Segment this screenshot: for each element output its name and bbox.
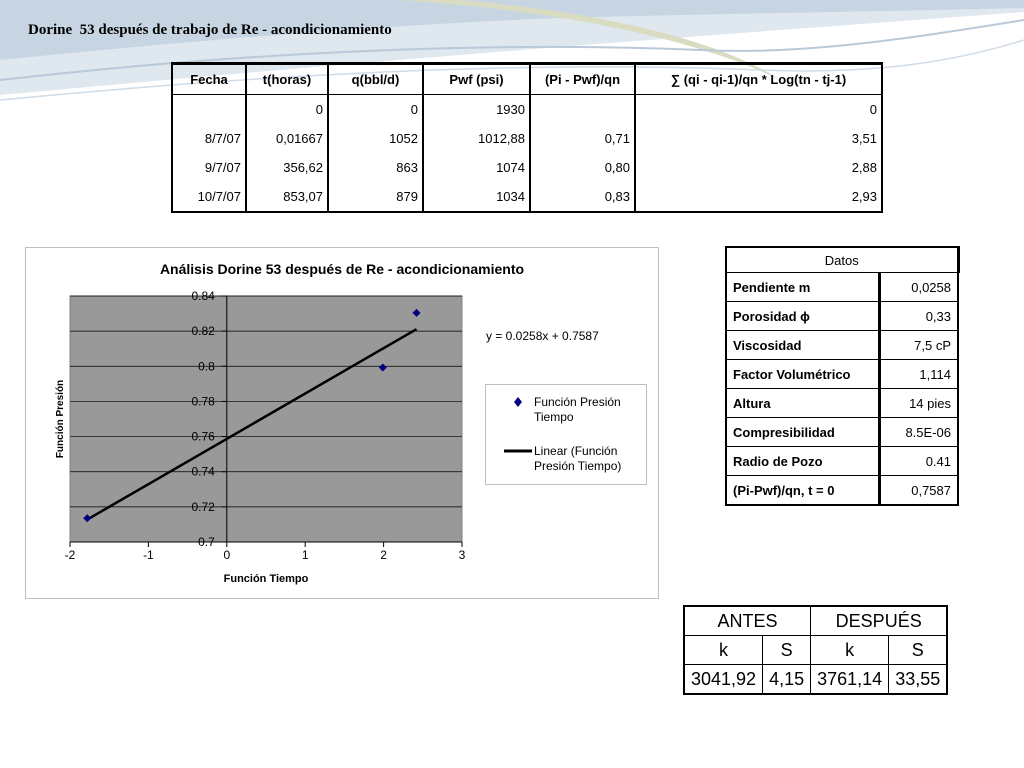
table-row — [726, 360, 958, 389]
table-cell: 0 — [635, 95, 882, 125]
group-header-despues: DESPUÉS — [811, 606, 948, 636]
table-cell: 879 — [328, 182, 423, 212]
table-row — [726, 331, 958, 360]
datos-value: 0,0258 — [880, 273, 959, 302]
table-cell: 33,55 — [889, 665, 948, 695]
datos-value: 7,5 cP — [880, 331, 959, 360]
table-cell: 3,51 — [635, 124, 882, 153]
plot-area — [70, 296, 462, 542]
table-row — [172, 124, 882, 153]
subheader-s: S — [763, 636, 811, 665]
summary-group-row — [684, 606, 947, 636]
table-cell: 0,01667 — [246, 124, 328, 153]
datos-label: Altura — [726, 389, 880, 418]
table-cell: 1052 — [328, 124, 423, 153]
legend-label-trendline: Linear (Función Presión Tiempo) — [534, 444, 622, 473]
datos-value: 0,7587 — [880, 476, 959, 506]
x-tick-label: 0 — [223, 548, 231, 562]
x-tick-label: 3 — [458, 548, 466, 562]
table-cell: 0,71 — [530, 124, 635, 153]
table-cell — [530, 95, 635, 125]
y-tick-label: 0.74 — [191, 464, 215, 479]
well-test-data-table — [171, 62, 883, 213]
datos-value: 1,114 — [880, 360, 959, 389]
datos-label: Factor Volumétrico — [726, 360, 880, 389]
table-row — [172, 153, 882, 182]
table-cell: 0,83 — [530, 182, 635, 212]
column-header: q(bbl/d) — [328, 64, 423, 95]
table-row — [726, 273, 958, 302]
y-tick-label: 0.78 — [191, 394, 215, 409]
subheader-k: k — [684, 636, 763, 665]
table-row — [726, 476, 958, 506]
chart-legend — [485, 384, 647, 485]
table-cell: 2,88 — [635, 153, 882, 182]
table-row — [726, 389, 958, 418]
datos-label: Porosidad ϕ — [726, 302, 880, 331]
x-tick-label: -2 — [64, 548, 76, 562]
table-cell: 1034 — [423, 182, 530, 212]
legend-label-series: Función Presión Tiempo — [534, 395, 621, 424]
table-cell: 853,07 — [246, 182, 328, 212]
column-header: t(horas) — [246, 64, 328, 95]
datos-value: 8.5E-06 — [880, 418, 959, 447]
table-row — [172, 182, 882, 212]
table-header-row — [172, 64, 882, 95]
summary-subheader-row — [684, 636, 947, 665]
x-tick-label: 2 — [380, 548, 387, 562]
subheader-k: k — [811, 636, 889, 665]
datos-value: 0.41 — [880, 447, 959, 476]
y-axis-label: Función Presión — [55, 379, 66, 459]
y-tick-label: 0.82 — [191, 324, 215, 339]
y-tick-label: 0.72 — [191, 499, 215, 514]
table-row — [726, 302, 958, 331]
table-row — [726, 447, 958, 476]
y-tick-label: 0.76 — [191, 429, 215, 444]
x-axis-label: Función Tiempo — [223, 573, 309, 585]
trendline-equation: y = 0.0258x + 0.7587 — [486, 329, 599, 343]
table-cell: 10/7/07 — [172, 182, 246, 212]
x-tick-label: -1 — [143, 548, 154, 562]
y-tick-label: 0.7 — [198, 535, 215, 549]
datos-label: Compresibilidad — [726, 418, 880, 447]
chart-title: Análisis Dorine 53 después de Re - acondicionamiento — [159, 261, 525, 277]
table-cell: 1074 — [423, 153, 530, 182]
table-cell: 863 — [328, 153, 423, 182]
legend-diamond-marker-icon — [514, 397, 522, 407]
table-cell: 9/7/07 — [172, 153, 246, 182]
table-row — [684, 665, 947, 695]
table-cell: 3041,92 — [684, 665, 763, 695]
y-tick-label: 0.8 — [198, 359, 215, 374]
table-row — [172, 95, 882, 125]
table-cell: 1930 — [423, 95, 530, 125]
datos-label: Viscosidad — [726, 331, 880, 360]
datos-label: Radio de Pozo — [726, 447, 880, 476]
table-cell: 0 — [328, 95, 423, 125]
table-cell: 1012,88 — [423, 124, 530, 153]
table-cell: 4,15 — [763, 665, 811, 695]
subheader-s: S — [889, 636, 948, 665]
table-cell — [172, 95, 246, 125]
table-cell: 8/7/07 — [172, 124, 246, 153]
table-cell: 356,62 — [246, 153, 328, 182]
datos-header-row — [726, 247, 958, 273]
column-header: Fecha — [172, 64, 246, 95]
y-tick-label: 0.84 — [191, 289, 215, 303]
datos-title: Datos — [726, 247, 958, 273]
group-header-antes: ANTES — [684, 606, 811, 636]
datos-label: Pendiente m — [726, 273, 880, 302]
table-cell: 0,80 — [530, 153, 635, 182]
datos-value: 14 pies — [880, 389, 959, 418]
table-cell: 3761,14 — [811, 665, 889, 695]
page-title: Dorine 53 después de trabajo de Re - acondicionamiento — [28, 22, 392, 38]
datos-value: 0,33 — [880, 302, 959, 331]
summary-table — [683, 605, 948, 695]
column-header: Pwf (psi) — [423, 64, 530, 95]
table-cell: 2,93 — [635, 182, 882, 212]
column-header: (Pi - Pwf)/qn — [530, 64, 635, 95]
datos-label: (Pi-Pwf)/qn, t = 0 — [726, 476, 880, 506]
x-tick-label: 1 — [301, 548, 309, 562]
table-cell: 0 — [246, 95, 328, 125]
datos-table — [725, 246, 960, 506]
column-header: ∑ (qi - qi-1)/qn * Log(tn - tj-1) — [635, 64, 882, 95]
table-row — [726, 418, 958, 447]
